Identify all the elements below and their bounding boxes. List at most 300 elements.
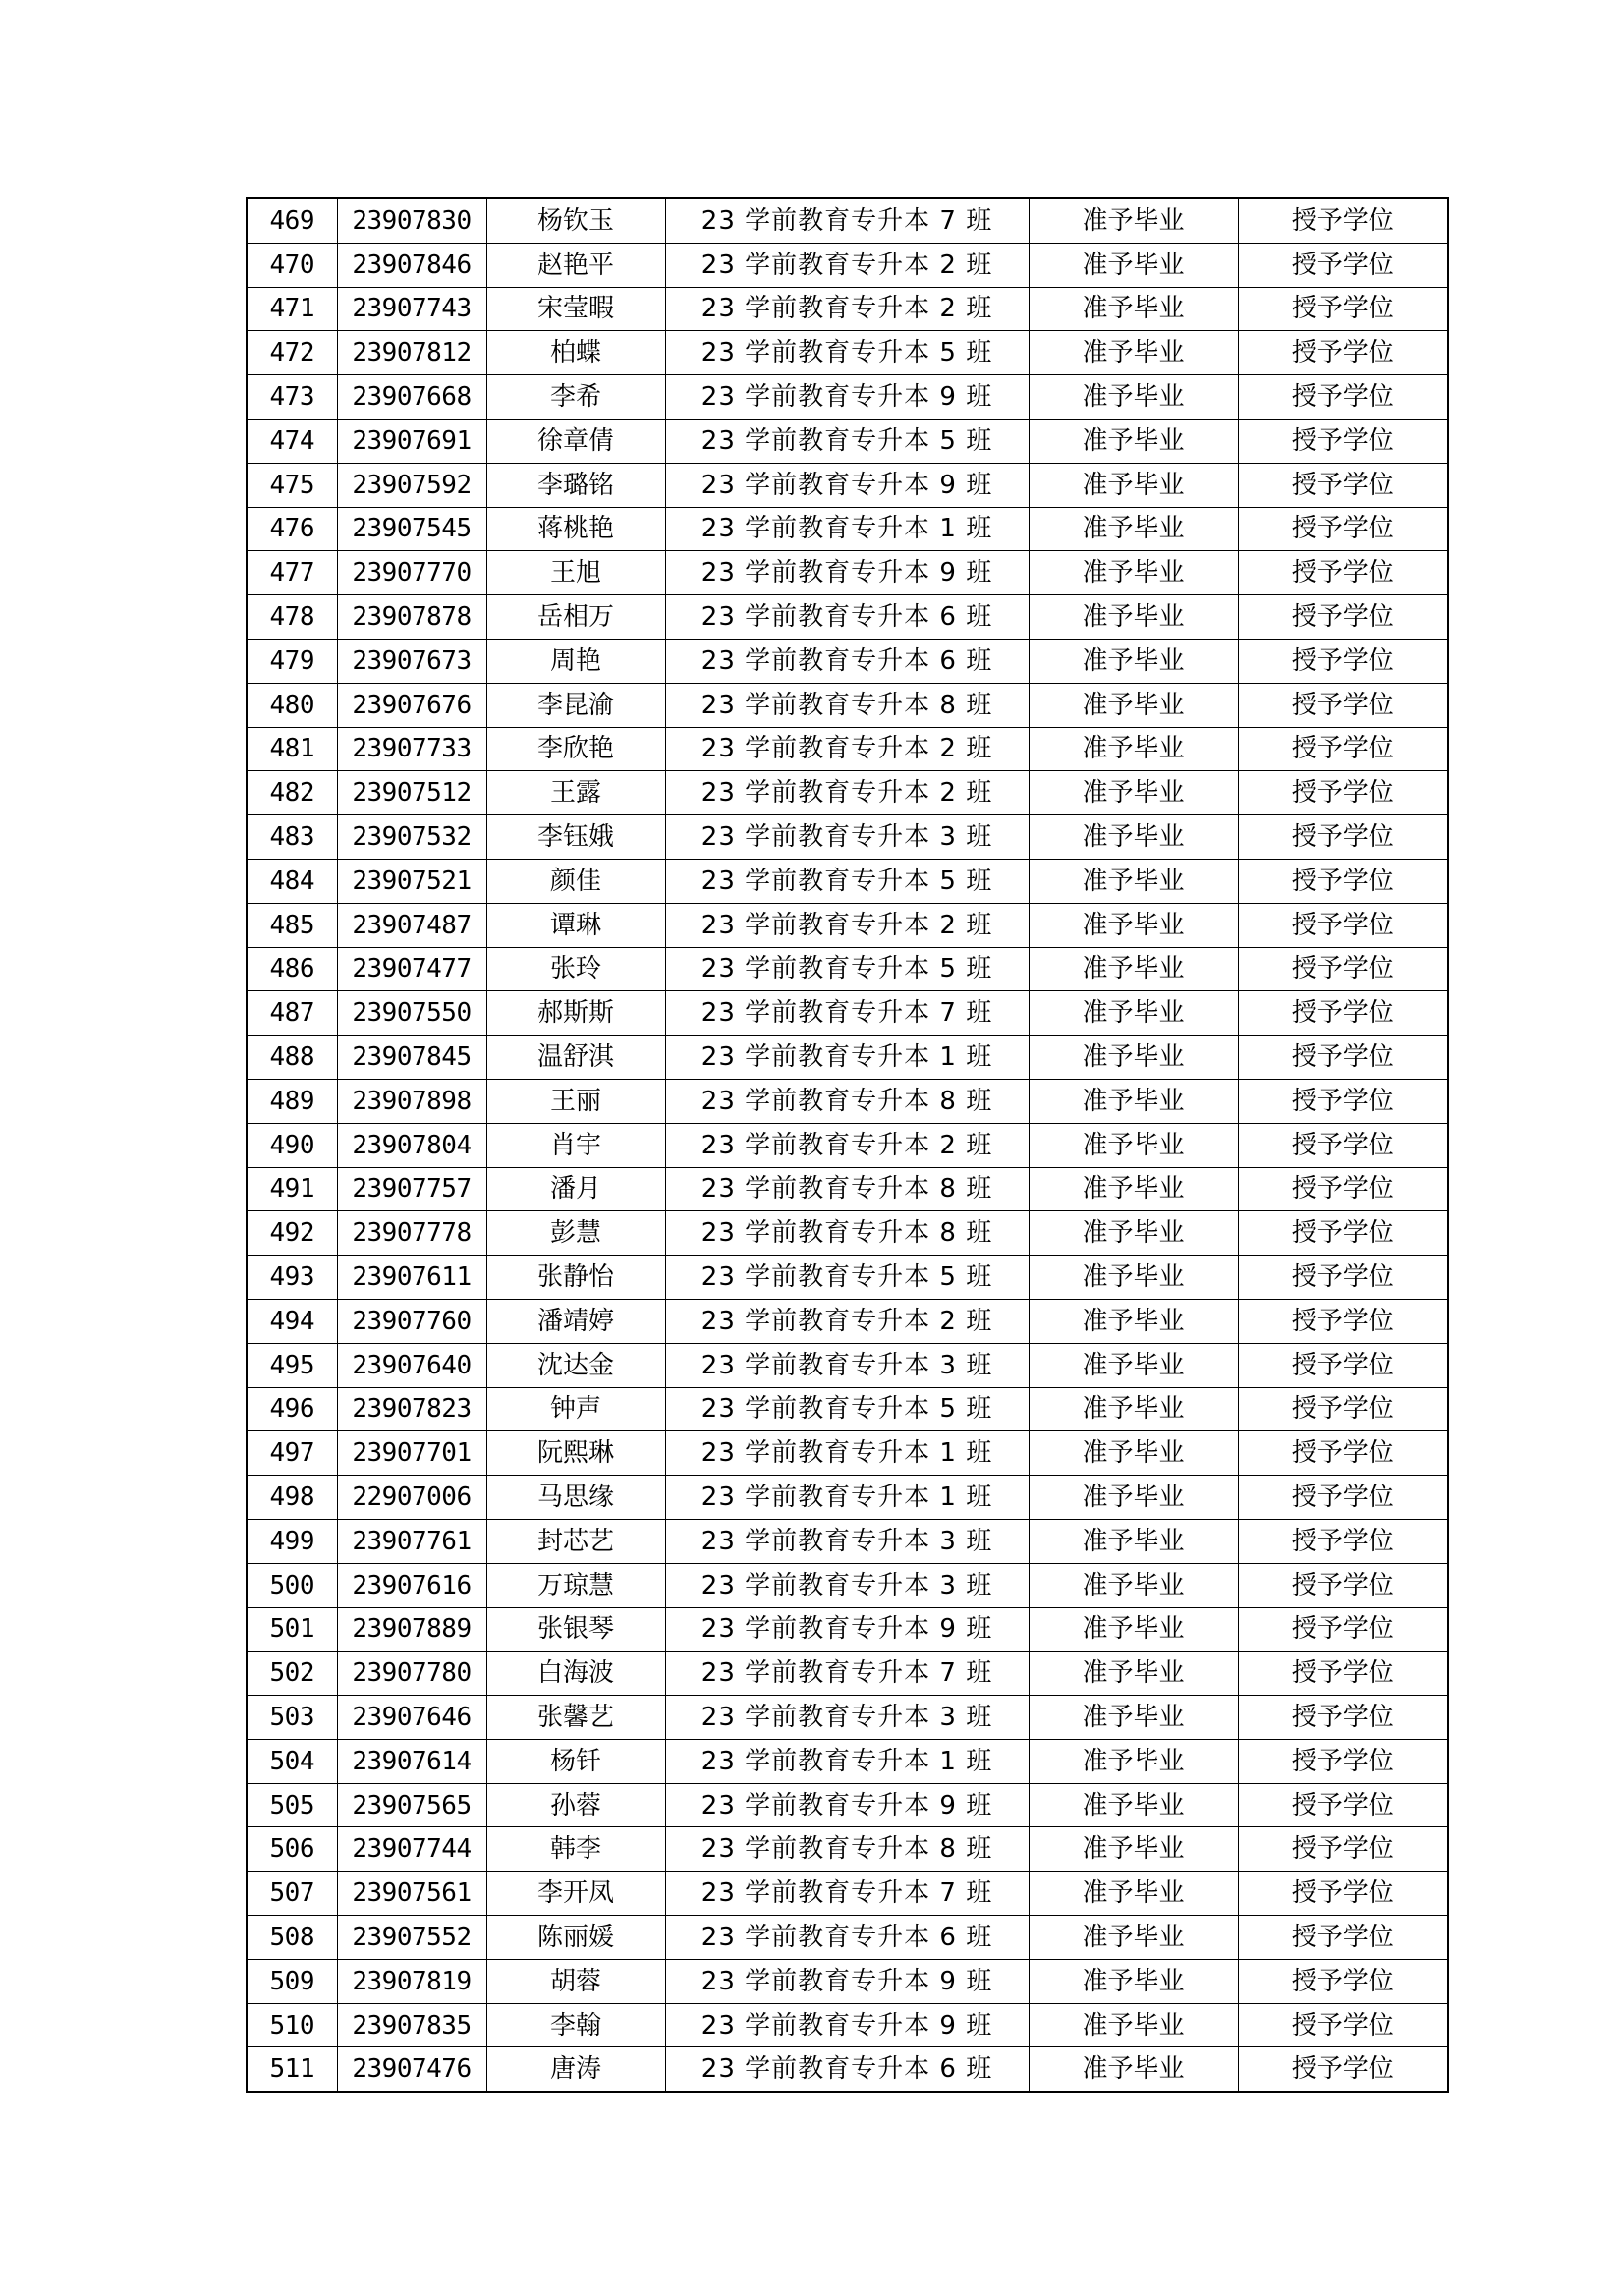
cell-student-name: 胡蓉 xyxy=(486,1959,665,2003)
cell-graduation-status: 准予毕业 xyxy=(1029,243,1238,287)
cell-class-name: 23 学前教育专升本 2 班 xyxy=(665,1299,1029,1343)
cell-class-name: 23 学前教育专升本 9 班 xyxy=(665,463,1029,507)
cell-degree-status: 授予学位 xyxy=(1238,1607,1448,1652)
cell-degree-status: 授予学位 xyxy=(1238,727,1448,771)
cell-student-id: 23907487 xyxy=(337,903,486,947)
cell-graduation-status: 准予毕业 xyxy=(1029,683,1238,727)
cell-student-id: 23907616 xyxy=(337,1563,486,1607)
cell-student-name: 李璐铭 xyxy=(486,463,665,507)
cell-degree-status: 授予学位 xyxy=(1238,1827,1448,1872)
table-row xyxy=(247,1299,1448,1343)
cell-student-name: 封芯艺 xyxy=(486,1519,665,1563)
cell-class-name: 23 学前教育专升本 9 班 xyxy=(665,2003,1029,2047)
cell-class-name: 23 学前教育专升本 1 班 xyxy=(665,1739,1029,1783)
table-row xyxy=(247,1343,1448,1387)
cell-graduation-status: 准予毕业 xyxy=(1029,331,1238,375)
cell-student-id: 23907611 xyxy=(337,1256,486,1300)
cell-class-name: 23 学前教育专升本 5 班 xyxy=(665,859,1029,903)
cell-class-name: 23 学前教育专升本 6 班 xyxy=(665,639,1029,683)
table-row xyxy=(247,1387,1448,1431)
cell-serial-number: 477 xyxy=(247,551,337,595)
cell-graduation-status: 准予毕业 xyxy=(1029,375,1238,420)
table-row xyxy=(247,1476,1448,1520)
cell-student-id: 23907804 xyxy=(337,1123,486,1167)
cell-degree-status: 授予学位 xyxy=(1238,947,1448,991)
cell-serial-number: 488 xyxy=(247,1036,337,1080)
cell-student-id: 23907521 xyxy=(337,859,486,903)
cell-serial-number: 510 xyxy=(247,2003,337,2047)
cell-graduation-status: 准予毕业 xyxy=(1029,1123,1238,1167)
cell-serial-number: 496 xyxy=(247,1387,337,1431)
cell-student-name: 李昆渝 xyxy=(486,683,665,727)
table-row xyxy=(247,1872,1448,1916)
cell-graduation-status: 准予毕业 xyxy=(1029,198,1238,243)
cell-student-name: 白海波 xyxy=(486,1652,665,1696)
table-row xyxy=(247,1783,1448,1827)
cell-serial-number: 470 xyxy=(247,243,337,287)
cell-student-id: 23907676 xyxy=(337,683,486,727)
cell-serial-number: 505 xyxy=(247,1783,337,1827)
table-row xyxy=(247,287,1448,331)
cell-class-name: 23 学前教育专升本 3 班 xyxy=(665,1343,1029,1387)
cell-graduation-status: 准予毕业 xyxy=(1029,1827,1238,1872)
cell-student-id: 23907846 xyxy=(337,243,486,287)
cell-graduation-status: 准予毕业 xyxy=(1029,1563,1238,1607)
cell-student-name: 谭琳 xyxy=(486,903,665,947)
cell-student-id: 23907476 xyxy=(337,2047,486,2092)
cell-student-name: 万琼慧 xyxy=(486,1563,665,1607)
cell-graduation-status: 准予毕业 xyxy=(1029,1696,1238,1740)
graduation-roster-table xyxy=(246,197,1449,2093)
cell-graduation-status: 准予毕业 xyxy=(1029,419,1238,463)
cell-student-id: 23907744 xyxy=(337,1827,486,1872)
cell-class-name: 23 学前教育专升本 3 班 xyxy=(665,1563,1029,1607)
cell-degree-status: 授予学位 xyxy=(1238,1519,1448,1563)
cell-class-name: 23 学前教育专升本 7 班 xyxy=(665,198,1029,243)
cell-graduation-status: 准予毕业 xyxy=(1029,815,1238,860)
table-row xyxy=(247,1607,1448,1652)
cell-class-name: 23 学前教育专升本 2 班 xyxy=(665,243,1029,287)
cell-degree-status: 授予学位 xyxy=(1238,1696,1448,1740)
cell-degree-status: 授予学位 xyxy=(1238,1563,1448,1607)
cell-student-name: 韩李 xyxy=(486,1827,665,1872)
cell-serial-number: 478 xyxy=(247,595,337,640)
cell-graduation-status: 准予毕业 xyxy=(1029,1476,1238,1520)
cell-student-id: 23907701 xyxy=(337,1431,486,1476)
cell-class-name: 23 学前教育专升本 1 班 xyxy=(665,507,1029,551)
cell-serial-number: 472 xyxy=(247,331,337,375)
cell-student-name: 马思缘 xyxy=(486,1476,665,1520)
cell-graduation-status: 准予毕业 xyxy=(1029,463,1238,507)
cell-student-name: 张银琴 xyxy=(486,1607,665,1652)
table-row xyxy=(247,859,1448,903)
cell-serial-number: 476 xyxy=(247,507,337,551)
cell-degree-status: 授予学位 xyxy=(1238,1783,1448,1827)
cell-graduation-status: 准予毕业 xyxy=(1029,287,1238,331)
cell-student-id: 23907592 xyxy=(337,463,486,507)
table-row xyxy=(247,903,1448,947)
table-row xyxy=(247,198,1448,243)
cell-student-id: 22907006 xyxy=(337,1476,486,1520)
cell-class-name: 23 学前教育专升本 9 班 xyxy=(665,1783,1029,1827)
cell-serial-number: 507 xyxy=(247,1872,337,1916)
cell-student-name: 温舒淇 xyxy=(486,1036,665,1080)
cell-degree-status: 授予学位 xyxy=(1238,903,1448,947)
cell-student-id: 23907552 xyxy=(337,1916,486,1960)
cell-class-name: 23 学前教育专升本 5 班 xyxy=(665,1256,1029,1300)
cell-graduation-status: 准予毕业 xyxy=(1029,595,1238,640)
cell-degree-status: 授予学位 xyxy=(1238,2003,1448,2047)
cell-student-id: 23907780 xyxy=(337,1652,486,1696)
cell-student-id: 23907878 xyxy=(337,595,486,640)
cell-graduation-status: 准予毕业 xyxy=(1029,507,1238,551)
roster-body xyxy=(247,198,1448,2092)
cell-serial-number: 475 xyxy=(247,463,337,507)
table-row xyxy=(247,991,1448,1036)
table-row xyxy=(247,1036,1448,1080)
cell-class-name: 23 学前教育专升本 5 班 xyxy=(665,1387,1029,1431)
cell-degree-status: 授予学位 xyxy=(1238,1652,1448,1696)
cell-graduation-status: 准予毕业 xyxy=(1029,771,1238,815)
cell-degree-status: 授予学位 xyxy=(1238,507,1448,551)
cell-serial-number: 479 xyxy=(247,639,337,683)
cell-serial-number: 489 xyxy=(247,1079,337,1123)
cell-degree-status: 授予学位 xyxy=(1238,595,1448,640)
cell-student-id: 23907823 xyxy=(337,1387,486,1431)
cell-student-name: 郝斯斯 xyxy=(486,991,665,1036)
cell-graduation-status: 准予毕业 xyxy=(1029,1299,1238,1343)
cell-class-name: 23 学前教育专升本 9 班 xyxy=(665,375,1029,420)
cell-student-id: 23907830 xyxy=(337,198,486,243)
cell-serial-number: 485 xyxy=(247,903,337,947)
table-row xyxy=(247,1123,1448,1167)
cell-student-id: 23907512 xyxy=(337,771,486,815)
cell-serial-number: 509 xyxy=(247,1959,337,2003)
cell-graduation-status: 准予毕业 xyxy=(1029,1256,1238,1300)
cell-graduation-status: 准予毕业 xyxy=(1029,2047,1238,2092)
table-row xyxy=(247,771,1448,815)
cell-student-id: 23907757 xyxy=(337,1167,486,1211)
cell-degree-status: 授予学位 xyxy=(1238,683,1448,727)
cell-serial-number: 494 xyxy=(247,1299,337,1343)
cell-serial-number: 504 xyxy=(247,1739,337,1783)
cell-class-name: 23 学前教育专升本 8 班 xyxy=(665,1211,1029,1256)
cell-serial-number: 484 xyxy=(247,859,337,903)
cell-serial-number: 483 xyxy=(247,815,337,860)
cell-degree-status: 授予学位 xyxy=(1238,198,1448,243)
table-row xyxy=(247,1431,1448,1476)
cell-student-name: 杨钦玉 xyxy=(486,198,665,243)
cell-degree-status: 授予学位 xyxy=(1238,1256,1448,1300)
cell-degree-status: 授予学位 xyxy=(1238,1739,1448,1783)
cell-class-name: 23 学前教育专升本 5 班 xyxy=(665,419,1029,463)
cell-class-name: 23 学前教育专升本 8 班 xyxy=(665,1079,1029,1123)
cell-graduation-status: 准予毕业 xyxy=(1029,551,1238,595)
cell-student-name: 李钰娥 xyxy=(486,815,665,860)
cell-student-name: 彭慧 xyxy=(486,1211,665,1256)
cell-student-name: 李欣艳 xyxy=(486,727,665,771)
cell-serial-number: 487 xyxy=(247,991,337,1036)
table-row xyxy=(247,551,1448,595)
cell-student-id: 23907770 xyxy=(337,551,486,595)
cell-student-id: 23907561 xyxy=(337,1872,486,1916)
cell-class-name: 23 学前教育专升本 8 班 xyxy=(665,1827,1029,1872)
table-row xyxy=(247,375,1448,420)
cell-degree-status: 授予学位 xyxy=(1238,1343,1448,1387)
cell-graduation-status: 准予毕业 xyxy=(1029,1387,1238,1431)
cell-student-name: 肖宇 xyxy=(486,1123,665,1167)
table-row xyxy=(247,1079,1448,1123)
cell-serial-number: 497 xyxy=(247,1431,337,1476)
cell-student-id: 23907565 xyxy=(337,1783,486,1827)
cell-graduation-status: 准予毕业 xyxy=(1029,1652,1238,1696)
table-row xyxy=(247,2047,1448,2092)
cell-class-name: 23 学前教育专升本 8 班 xyxy=(665,1167,1029,1211)
cell-student-id: 23907532 xyxy=(337,815,486,860)
cell-graduation-status: 准予毕业 xyxy=(1029,1167,1238,1211)
cell-student-name: 唐涛 xyxy=(486,2047,665,2092)
cell-class-name: 23 学前教育专升本 3 班 xyxy=(665,1519,1029,1563)
cell-degree-status: 授予学位 xyxy=(1238,1916,1448,1960)
cell-serial-number: 474 xyxy=(247,419,337,463)
cell-student-name: 张静怡 xyxy=(486,1256,665,1300)
cell-degree-status: 授予学位 xyxy=(1238,1079,1448,1123)
cell-degree-status: 授予学位 xyxy=(1238,815,1448,860)
cell-student-id: 23907898 xyxy=(337,1079,486,1123)
cell-student-name: 李开凤 xyxy=(486,1872,665,1916)
cell-graduation-status: 准予毕业 xyxy=(1029,1783,1238,1827)
cell-graduation-status: 准予毕业 xyxy=(1029,639,1238,683)
cell-degree-status: 授予学位 xyxy=(1238,463,1448,507)
cell-serial-number: 469 xyxy=(247,198,337,243)
cell-class-name: 23 学前教育专升本 1 班 xyxy=(665,1431,1029,1476)
cell-student-name: 孙蓉 xyxy=(486,1783,665,1827)
table-row xyxy=(247,1827,1448,1872)
cell-student-name: 杨钎 xyxy=(486,1739,665,1783)
cell-degree-status: 授予学位 xyxy=(1238,2047,1448,2092)
cell-class-name: 23 学前教育专升本 9 班 xyxy=(665,1607,1029,1652)
cell-student-id: 23907845 xyxy=(337,1036,486,1080)
cell-student-name: 王旭 xyxy=(486,551,665,595)
cell-student-id: 23907743 xyxy=(337,287,486,331)
cell-degree-status: 授予学位 xyxy=(1238,1211,1448,1256)
cell-graduation-status: 准予毕业 xyxy=(1029,1872,1238,1916)
cell-class-name: 23 学前教育专升本 2 班 xyxy=(665,1123,1029,1167)
cell-degree-status: 授予学位 xyxy=(1238,859,1448,903)
cell-class-name: 23 学前教育专升本 2 班 xyxy=(665,287,1029,331)
cell-graduation-status: 准予毕业 xyxy=(1029,1959,1238,2003)
cell-student-name: 王丽 xyxy=(486,1079,665,1123)
cell-student-name: 沈达金 xyxy=(486,1343,665,1387)
cell-serial-number: 492 xyxy=(247,1211,337,1256)
table-row xyxy=(247,1211,1448,1256)
cell-class-name: 23 学前教育专升本 3 班 xyxy=(665,815,1029,860)
cell-graduation-status: 准予毕业 xyxy=(1029,859,1238,903)
cell-degree-status: 授予学位 xyxy=(1238,1476,1448,1520)
table-row xyxy=(247,507,1448,551)
cell-student-id: 23907733 xyxy=(337,727,486,771)
cell-serial-number: 471 xyxy=(247,287,337,331)
cell-student-id: 23907889 xyxy=(337,1607,486,1652)
cell-student-name: 宋莹暇 xyxy=(486,287,665,331)
cell-class-name: 23 学前教育专升本 5 班 xyxy=(665,331,1029,375)
cell-serial-number: 506 xyxy=(247,1827,337,1872)
cell-class-name: 23 学前教育专升本 2 班 xyxy=(665,903,1029,947)
cell-degree-status: 授予学位 xyxy=(1238,1123,1448,1167)
cell-degree-status: 授予学位 xyxy=(1238,551,1448,595)
table-row xyxy=(247,1739,1448,1783)
cell-class-name: 23 学前教育专升本 7 班 xyxy=(665,1652,1029,1696)
cell-degree-status: 授予学位 xyxy=(1238,419,1448,463)
cell-serial-number: 511 xyxy=(247,2047,337,2092)
cell-class-name: 23 学前教育专升本 2 班 xyxy=(665,771,1029,815)
cell-class-name: 23 学前教育专升本 7 班 xyxy=(665,1872,1029,1916)
cell-class-name: 23 学前教育专升本 9 班 xyxy=(665,1959,1029,2003)
cell-serial-number: 498 xyxy=(247,1476,337,1520)
table-row xyxy=(247,1256,1448,1300)
cell-graduation-status: 准予毕业 xyxy=(1029,1916,1238,1960)
cell-serial-number: 503 xyxy=(247,1696,337,1740)
cell-student-id: 23907550 xyxy=(337,991,486,1036)
cell-student-name: 钟声 xyxy=(486,1387,665,1431)
cell-serial-number: 473 xyxy=(247,375,337,420)
cell-degree-status: 授予学位 xyxy=(1238,1167,1448,1211)
cell-class-name: 23 学前教育专升本 6 班 xyxy=(665,595,1029,640)
table-row xyxy=(247,639,1448,683)
cell-graduation-status: 准予毕业 xyxy=(1029,1211,1238,1256)
cell-student-id: 23907812 xyxy=(337,331,486,375)
table-row xyxy=(247,1696,1448,1740)
cell-class-name: 23 学前教育专升本 9 班 xyxy=(665,551,1029,595)
cell-student-id: 23907761 xyxy=(337,1519,486,1563)
cell-serial-number: 501 xyxy=(247,1607,337,1652)
cell-student-name: 徐章倩 xyxy=(486,419,665,463)
cell-serial-number: 499 xyxy=(247,1519,337,1563)
cell-graduation-status: 准予毕业 xyxy=(1029,991,1238,1036)
cell-serial-number: 502 xyxy=(247,1652,337,1696)
cell-student-id: 23907668 xyxy=(337,375,486,420)
cell-student-id: 23907673 xyxy=(337,639,486,683)
cell-serial-number: 481 xyxy=(247,727,337,771)
table-row xyxy=(247,595,1448,640)
cell-student-name: 潘月 xyxy=(486,1167,665,1211)
cell-student-name: 李翰 xyxy=(486,2003,665,2047)
cell-degree-status: 授予学位 xyxy=(1238,991,1448,1036)
cell-class-name: 23 学前教育专升本 3 班 xyxy=(665,1696,1029,1740)
cell-degree-status: 授予学位 xyxy=(1238,639,1448,683)
cell-student-id: 23907545 xyxy=(337,507,486,551)
cell-student-name: 李希 xyxy=(486,375,665,420)
table-row xyxy=(247,815,1448,860)
cell-class-name: 23 学前教育专升本 6 班 xyxy=(665,2047,1029,2092)
table-row xyxy=(247,419,1448,463)
cell-serial-number: 480 xyxy=(247,683,337,727)
cell-student-name: 阮熙琳 xyxy=(486,1431,665,1476)
cell-student-id: 23907835 xyxy=(337,2003,486,2047)
cell-class-name: 23 学前教育专升本 6 班 xyxy=(665,1916,1029,1960)
cell-class-name: 23 学前教育专升本 5 班 xyxy=(665,947,1029,991)
cell-graduation-status: 准予毕业 xyxy=(1029,1036,1238,1080)
table-row xyxy=(247,947,1448,991)
cell-class-name: 23 学前教育专升本 7 班 xyxy=(665,991,1029,1036)
cell-student-name: 张馨艺 xyxy=(486,1696,665,1740)
table-row xyxy=(247,1563,1448,1607)
cell-degree-status: 授予学位 xyxy=(1238,1299,1448,1343)
cell-graduation-status: 准予毕业 xyxy=(1029,1343,1238,1387)
cell-degree-status: 授予学位 xyxy=(1238,1959,1448,2003)
table-row xyxy=(247,727,1448,771)
cell-student-name: 赵艳平 xyxy=(486,243,665,287)
table-row xyxy=(247,683,1448,727)
table-row xyxy=(247,1167,1448,1211)
cell-degree-status: 授予学位 xyxy=(1238,771,1448,815)
cell-student-id: 23907477 xyxy=(337,947,486,991)
cell-student-name: 蒋桃艳 xyxy=(486,507,665,551)
cell-degree-status: 授予学位 xyxy=(1238,375,1448,420)
cell-student-id: 23907640 xyxy=(337,1343,486,1387)
table-row xyxy=(247,2003,1448,2047)
cell-serial-number: 493 xyxy=(247,1256,337,1300)
cell-degree-status: 授予学位 xyxy=(1238,1387,1448,1431)
cell-student-id: 23907778 xyxy=(337,1211,486,1256)
cell-degree-status: 授予学位 xyxy=(1238,1036,1448,1080)
cell-class-name: 23 学前教育专升本 1 班 xyxy=(665,1036,1029,1080)
cell-serial-number: 486 xyxy=(247,947,337,991)
table-row xyxy=(247,1652,1448,1696)
cell-student-id: 23907646 xyxy=(337,1696,486,1740)
cell-graduation-status: 准予毕业 xyxy=(1029,903,1238,947)
cell-degree-status: 授予学位 xyxy=(1238,1872,1448,1916)
cell-graduation-status: 准予毕业 xyxy=(1029,1607,1238,1652)
cell-class-name: 23 学前教育专升本 1 班 xyxy=(665,1476,1029,1520)
table-row xyxy=(247,1519,1448,1563)
cell-student-name: 王露 xyxy=(486,771,665,815)
table-row xyxy=(247,1959,1448,2003)
cell-degree-status: 授予学位 xyxy=(1238,331,1448,375)
cell-student-id: 23907819 xyxy=(337,1959,486,2003)
cell-graduation-status: 准予毕业 xyxy=(1029,2003,1238,2047)
cell-graduation-status: 准予毕业 xyxy=(1029,947,1238,991)
cell-class-name: 23 学前教育专升本 2 班 xyxy=(665,727,1029,771)
cell-graduation-status: 准予毕业 xyxy=(1029,1079,1238,1123)
cell-serial-number: 482 xyxy=(247,771,337,815)
cell-student-name: 岳相万 xyxy=(486,595,665,640)
cell-serial-number: 490 xyxy=(247,1123,337,1167)
cell-degree-status: 授予学位 xyxy=(1238,287,1448,331)
cell-graduation-status: 准予毕业 xyxy=(1029,1519,1238,1563)
table-row xyxy=(247,243,1448,287)
cell-degree-status: 授予学位 xyxy=(1238,1431,1448,1476)
cell-graduation-status: 准予毕业 xyxy=(1029,1431,1238,1476)
cell-student-name: 周艳 xyxy=(486,639,665,683)
cell-graduation-status: 准予毕业 xyxy=(1029,1739,1238,1783)
cell-student-name: 柏蝶 xyxy=(486,331,665,375)
cell-student-id: 23907691 xyxy=(337,419,486,463)
cell-student-id: 23907760 xyxy=(337,1299,486,1343)
cell-serial-number: 508 xyxy=(247,1916,337,1960)
cell-serial-number: 500 xyxy=(247,1563,337,1607)
table-row xyxy=(247,463,1448,507)
cell-degree-status: 授予学位 xyxy=(1238,243,1448,287)
cell-student-id: 23907614 xyxy=(337,1739,486,1783)
table-row xyxy=(247,1916,1448,1960)
cell-student-name: 张玲 xyxy=(486,947,665,991)
cell-class-name: 23 学前教育专升本 8 班 xyxy=(665,683,1029,727)
cell-graduation-status: 准予毕业 xyxy=(1029,727,1238,771)
cell-student-name: 陈丽媛 xyxy=(486,1916,665,1960)
cell-serial-number: 495 xyxy=(247,1343,337,1387)
table-row xyxy=(247,331,1448,375)
